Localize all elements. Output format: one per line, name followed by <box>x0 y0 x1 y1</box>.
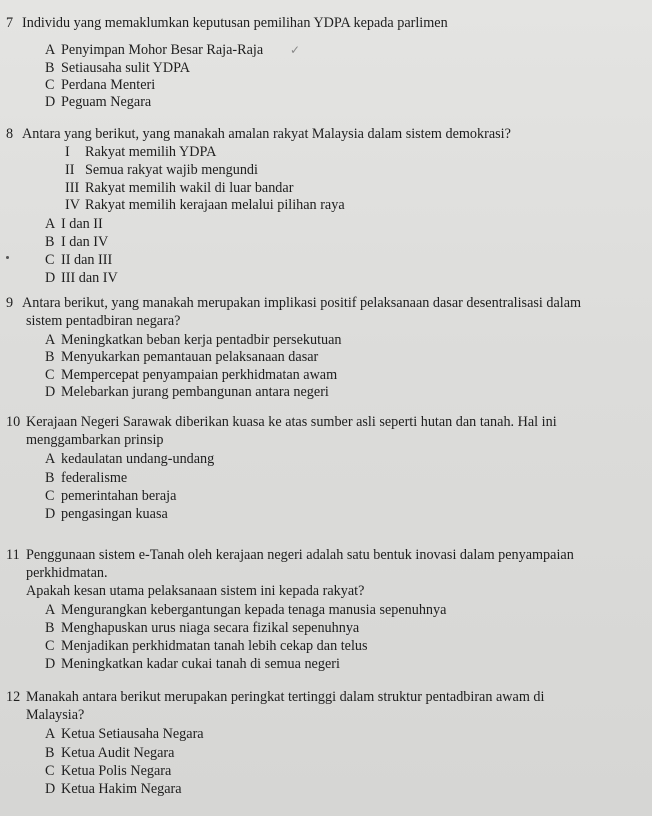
question-9-continuation: sistem pentadbiran negara? <box>26 313 181 329</box>
question-text: Antara yang berikut, yang manakah amalan rakyat Malaysia dalam sistem demokrasi? <box>22 126 511 142</box>
question-number: 8 <box>6 126 14 142</box>
option-7a: A Penyimpan Mohor Besar Raja-Raja <box>45 42 264 58</box>
option-8d: D III dan IV <box>45 270 118 286</box>
question-text: Kerajaan Negeri Sarawak diberikan kuasa ke atas sumber asli seperti hutan dan tanah. Hal ini <box>26 414 557 430</box>
question-11-continuation: perkhidmatan. <box>26 565 108 581</box>
option-9a: A Meningkatkan beban kerja pentadbir persekutuan <box>45 332 342 348</box>
question-11-prompt: Apakah kesan utama pelaksanaan sistem ini kepada rakyat? <box>26 583 365 599</box>
option-11a: A Mengurangkan kebergantungan kepada tenaga manusia sepenuhnya <box>45 602 447 618</box>
option-12c: C Ketua Polis Negara <box>45 763 172 779</box>
option-9c: C Mempercepat penyampaian perkhidmatan awam <box>45 367 338 383</box>
option-10c: C pemerintahan beraja <box>45 488 177 504</box>
option-10b: B federalisme <box>45 470 128 486</box>
option-9d: D Melebarkan jurang pembangunan antara negeri <box>45 384 329 400</box>
option-7d: D Peguam Negara <box>45 94 152 110</box>
option-8c: C II dan III <box>45 252 113 268</box>
exam-page: 7 Individu yang memaklumkan keputusan pemilihan YDPA kepada parlimen A Penyimpan Mohor Besar Raja-Raja ✓ B Setiausaha sulit YDPA C Perdana Menteri D Peguam Negara 8 Antara yang berikut, yang manakah amalan rakyat Malaysia dalam sistem demokrasi? I Rakyat memilih YDPA II Semua rakyat wajib mengundi III Rakyat memilih wakil di luar bandar IV Rakyat memilih kerajaan melalui pilihan raya A I dan II B I dan IV C II dan III D III dan IV 9 Antara berikut, yang manakah merupakan implikasi positif pelaksanaan dasar desentralisasi dalam sistem pentadbiran negara? A Meningkatkan beban kerja pentadbir persekutuan B Menyukarkan pemantauan pelaksanaan dasar C Mempercepat penyampaian perkhidmatan awam D Melebarkan jurang pembangunan antara negeri 10 Kerajaan Negeri Sarawak diberikan kuasa ke atas sumber asli seperti hutan dan tanah. Hal ini menggambarkan prinsip A kedaulatan undang-undang B federalisme C pemerintahan beraja D pengasingan kuasa 11 Penggunaan sistem e-Tanah oleh kerajaan negeri adalah satu bentuk inovasi dalam penyampaian perkhidmatan. Apakah kesan utama pelaksanaan sistem ini kepada rakyat? A Mengurangkan kebergantungan kepada tenaga manusia sepenuhnya B Menghapuskan urus niaga secara fizikal sepenuhnya C Menjadikan perkhidmatan tanah lebih cekap dan telus D Meningkatkan kadar cukai tanah di semua negeri 12 Manakah antara berikut merupakan peringkat tertinggi dalam struktur pentadbiran awam di Malaysia? A Ketua Setiausaha Negara B Ketua Audit Negara C Ketua Polis Negara D Ketua Hakim Negara <box>0 0 652 816</box>
option-7b: B Setiausaha sulit YDPA <box>45 60 191 76</box>
question-12-continuation: Malaysia? <box>26 707 85 723</box>
question-text: Antara berikut, yang manakah merupakan implikasi positif pelaksanaan dasar desentralisasi dalam <box>22 295 582 311</box>
question-number: 10 <box>6 414 21 430</box>
option-12a: A Ketua Setiausaha Negara <box>45 726 204 742</box>
option-11c: C Menjadikan perkhidmatan tanah lebih cekap dan telus <box>45 638 368 654</box>
option-12b: B Ketua Audit Negara <box>45 745 175 761</box>
option-8a: A I dan II <box>45 216 103 232</box>
question-number: 12 <box>6 689 21 705</box>
option-10d: D pengasingan kuasa <box>45 506 168 522</box>
question-text: Manakah antara berikut merupakan peringkat tertinggi dalam struktur pentadbiran awam di <box>26 689 545 705</box>
option-8b: B I dan IV <box>45 234 109 250</box>
option-7c: C Perdana Menteri <box>45 77 156 93</box>
question-text: Penggunaan sistem e-Tanah oleh kerajaan negeri adalah satu bentuk inovasi dalam penyampaian <box>26 547 574 563</box>
option-10a: A kedaulatan undang-undang <box>45 451 215 467</box>
question-10-continuation: menggambarkan prinsip <box>26 432 164 448</box>
question-number: 11 <box>6 547 20 563</box>
option-11b: B Menghapuskan urus niaga secara fizikal sepenuhnya <box>45 620 360 636</box>
option-9b: B Menyukarkan pemantauan pelaksanaan dasar <box>45 349 319 365</box>
option-11d: D Meningkatkan kadar cukai tanah di semua negeri <box>45 656 340 672</box>
question-text: Individu yang memaklumkan keputusan pemilihan YDPA kepada parlimen <box>22 15 448 31</box>
question-number: 9 <box>6 295 14 311</box>
handwritten-tick-mark: ✓ <box>290 43 301 57</box>
stray-dot <box>6 256 9 259</box>
option-12d: D Ketua Hakim Negara <box>45 781 182 797</box>
question-number: 7 <box>6 15 14 31</box>
